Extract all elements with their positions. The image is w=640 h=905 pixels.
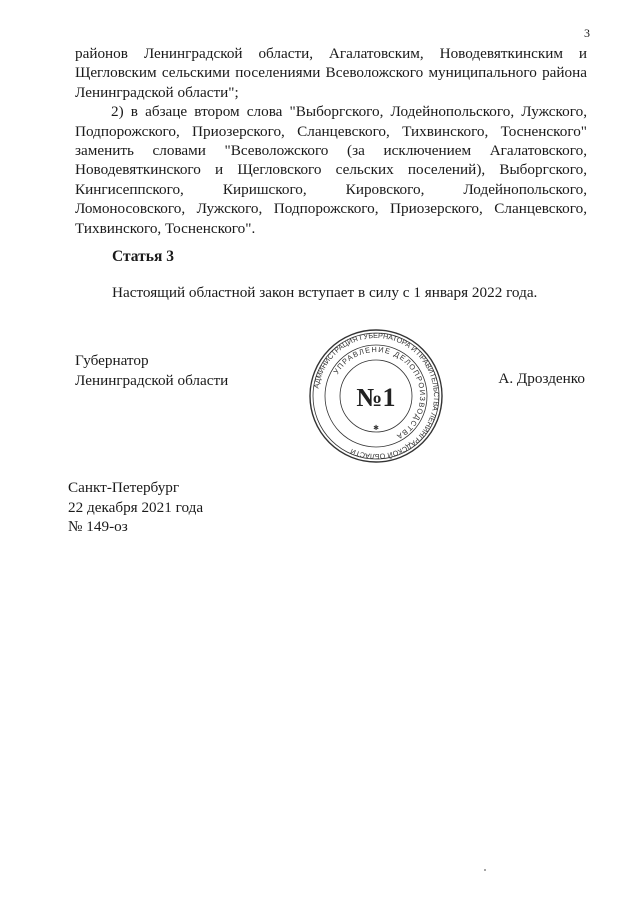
date: 22 декабря 2021 года [68,498,204,516]
signatory-title [75,351,228,390]
seal-star-icon: ✱ [373,424,379,432]
seal-number: №1 [356,383,396,412]
paragraph: 2) в абзаце втором слова "Выборгского, Лодейнопольского, Лужского, Подпорожского, Приозерского, Сланцевского, Тихвинского, Тосненского" заменить словами "Всеволожского (за исключением Агалатовского, Новодевяткинского и Щегловского сельских поселений), Выборгского, Кингисеппского, Киришского, Кировского, Лодейнопольского, Ломоносовского, Лужского, Подпорожского, Приозерского, Сланцевского, Тихвинского, Тосненского". [75,103,587,237]
scan-speck [484,869,486,871]
article-heading: Статья 3 [112,248,174,265]
seal-outer-text: АДМИНИСТРАЦИЯ ГУБЕРНАТОРА И ПРАВИТЕЛЬСТВА ЛЕНИНГРАДСКОЙ ОБЛАСТИ [311,330,442,462]
seal-inner-text: УПРАВЛЕНИЕ ДЕЛОПРОИЗВОДСТВА [331,344,428,442]
signatory-name: А. Дрозденко [498,370,585,387]
signatory-title-line: Губернатор [75,352,149,369]
signatory-title-line: Ленинградской области [75,371,229,389]
law-number: № 149-оз [68,518,128,535]
page-number: 3 [584,26,590,40]
article-text: Настоящий областной закон вступает в силу с 1 января 2022 года. [112,284,538,301]
place-and-date [68,478,203,537]
body-text [75,44,587,238]
city: Санкт-Петербург [68,479,180,496]
paragraph: районов Ленинградской области, Агалатовским, Новодевяткинским и Щегловским сельскими поселениями Всеволожского муниципального района Ленинградской области"; [75,45,587,101]
official-seal [308,328,444,464]
